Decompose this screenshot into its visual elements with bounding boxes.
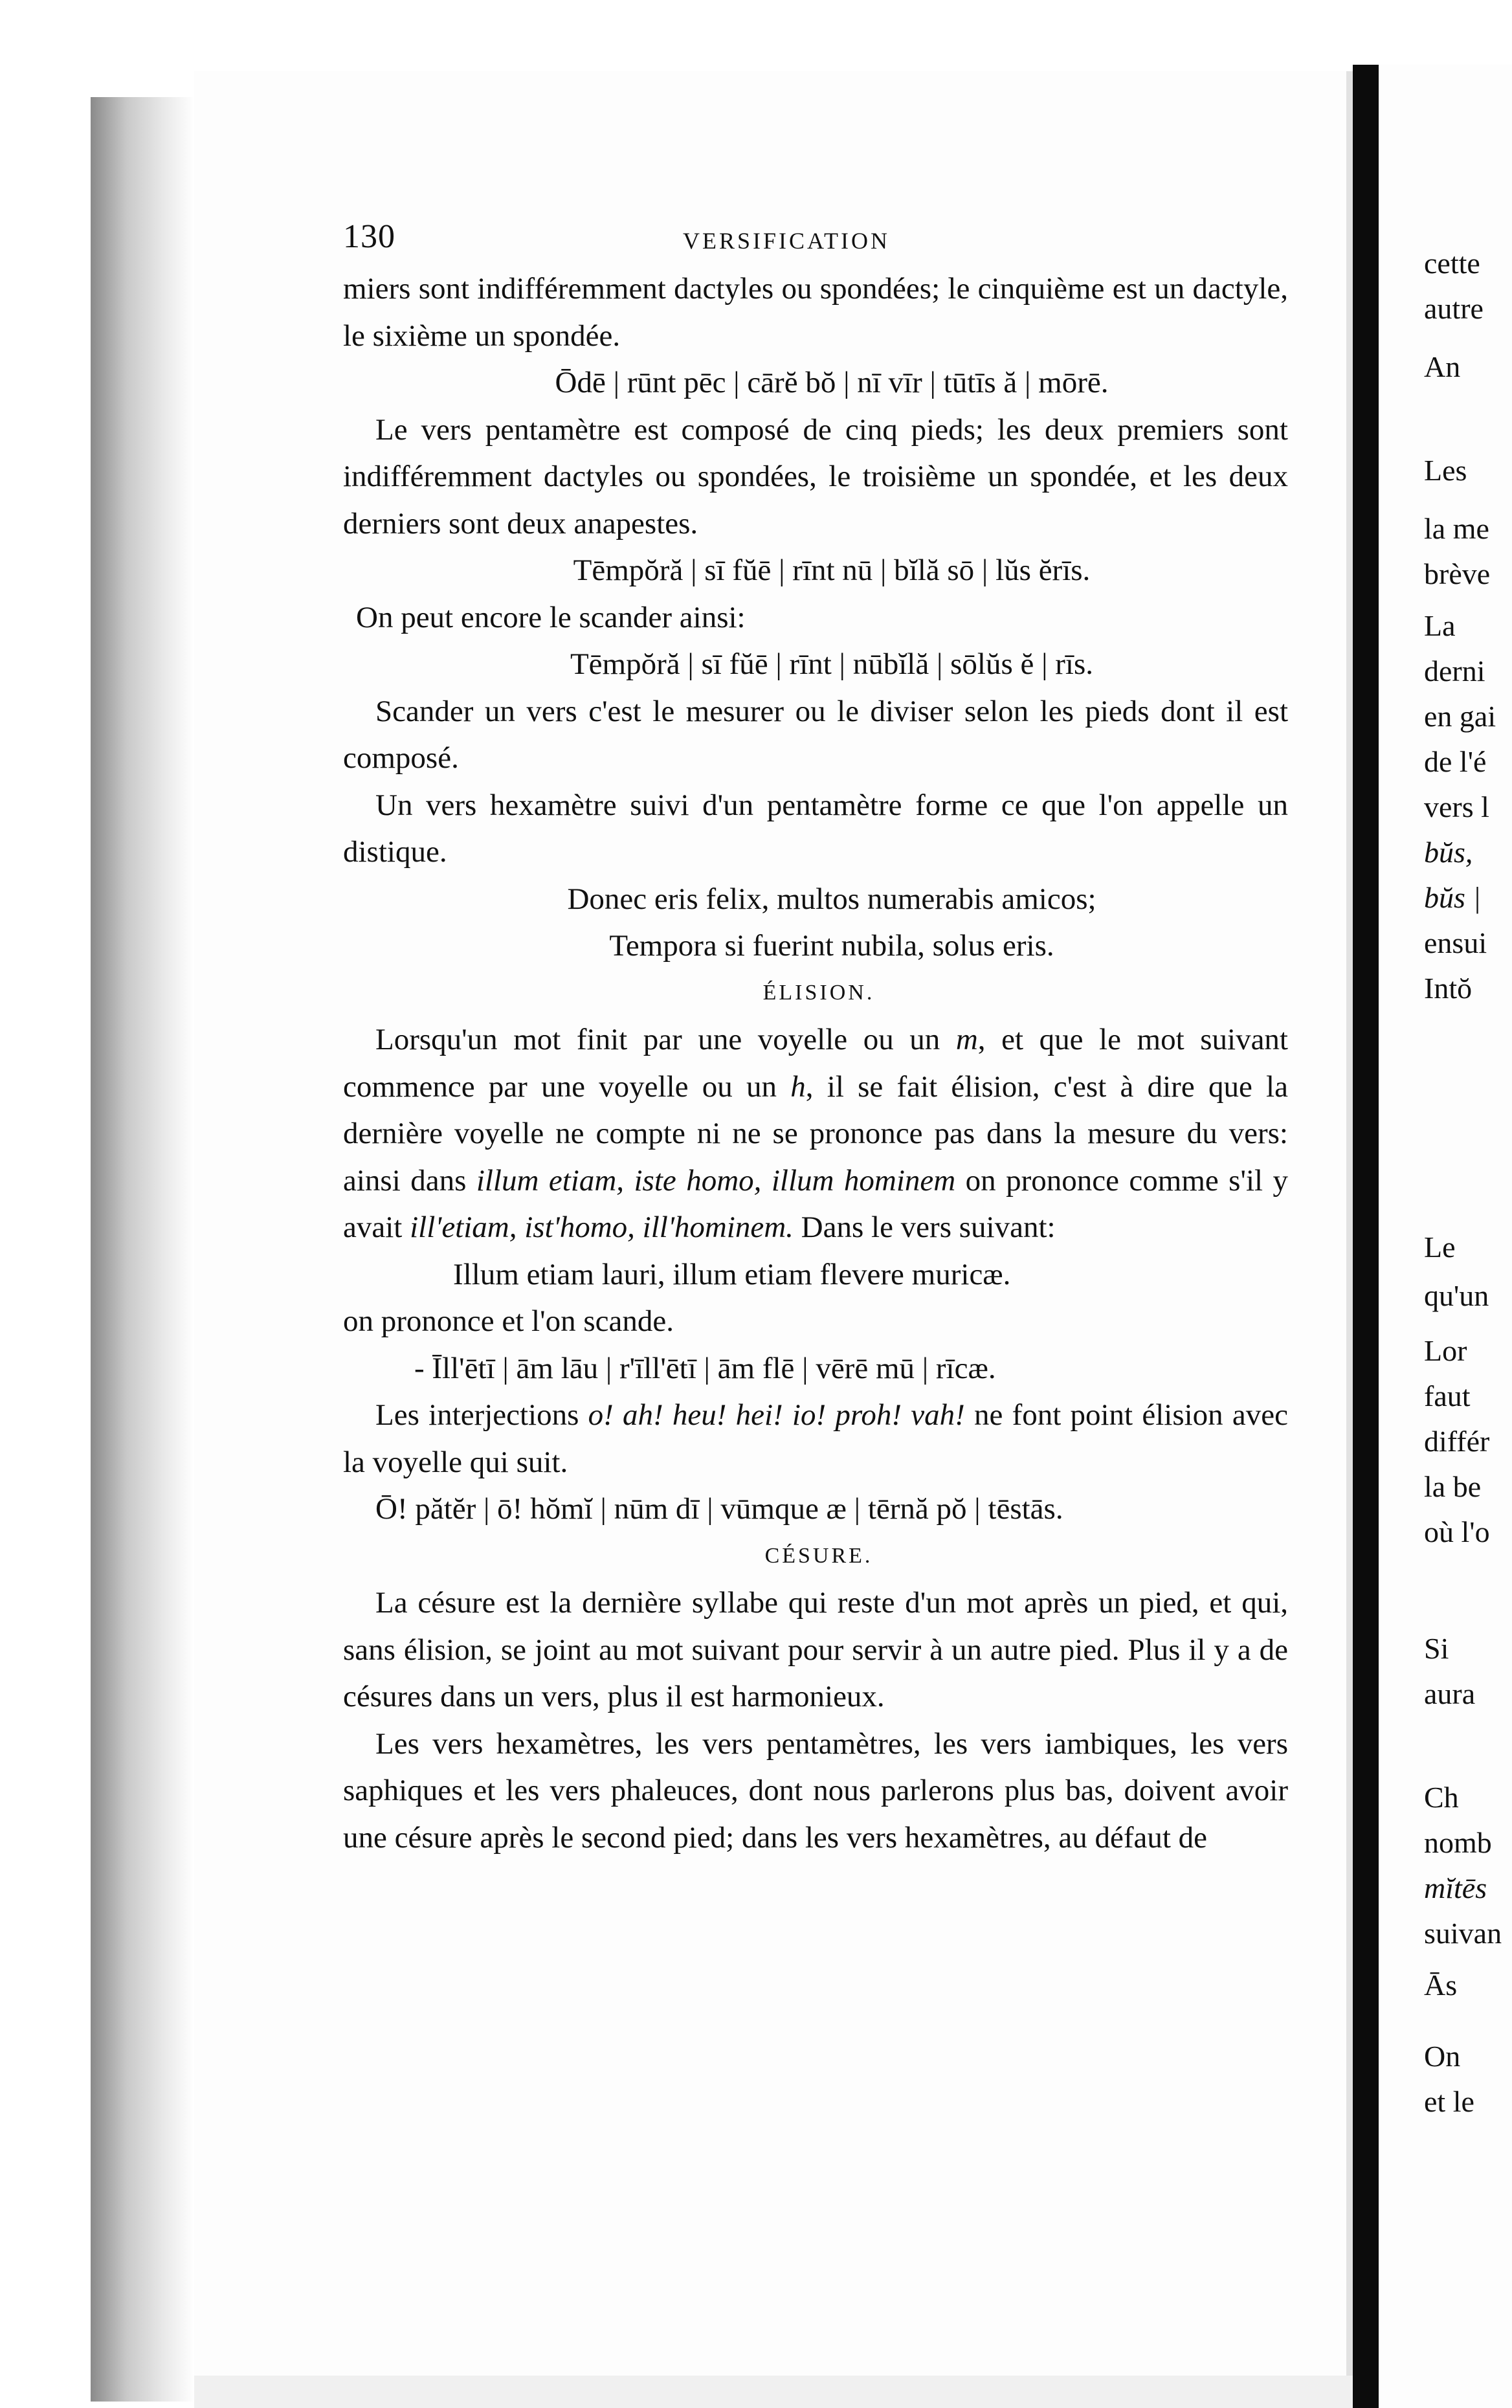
adjacent-text: différ	[1424, 1425, 1490, 1458]
paragraph: on prononce et l'on scande.	[343, 1304, 674, 1338]
italic-examples: ill'etiam, ist'homo, ill'hominem.	[410, 1210, 794, 1244]
running-head: VERSIFICATION	[683, 228, 891, 254]
adjacent-text: qu'un	[1424, 1279, 1489, 1312]
adjacent-text: Ch	[1424, 1781, 1459, 1814]
section-title-elision: ÉLISION.	[762, 980, 875, 1005]
adjacent-text: suivan	[1424, 1917, 1502, 1950]
adjacent-text: On	[1424, 2040, 1461, 2073]
adjacent-text: aura	[1424, 1677, 1476, 1710]
adjacent-text: où l'o	[1424, 1515, 1490, 1548]
paragraph	[343, 1016, 1288, 1251]
verse-line: Tempora si fuerint nubila, solus eris.	[609, 929, 1054, 963]
adjacent-text: cette	[1424, 247, 1480, 280]
adjacent-text: Le	[1424, 1231, 1456, 1264]
page-number: 130	[343, 218, 395, 255]
adjacent-text: de l'é	[1424, 745, 1487, 778]
adjacent-text: et le	[1424, 2085, 1474, 2118]
italic-letter: m	[955, 1023, 978, 1056]
scansion-line: - Īll'ētī | ām lāu | r'īll'ētī | ām flē | vērē mū | rīcæ.	[414, 1351, 996, 1385]
verse-line: Illum etiam lauri, illum etiam flevere muricæ.	[453, 1257, 1011, 1291]
adjacent-text: Lor	[1424, 1334, 1467, 1367]
text-run: Les interjections	[375, 1398, 588, 1432]
adjacent-text: An	[1424, 350, 1461, 383]
adjacent-text: Ās	[1424, 1968, 1458, 2001]
paragraph: La césure est la dernière syllabe qui reste d'un mot après un pied, et qui, sans élision, se joint au mot suivant pour servir à un autre pied. Plus il y a de césures dans un vers, plus il est harmonieux.	[343, 1586, 1288, 1713]
text-run: Dans le vers suivant:	[793, 1210, 1056, 1244]
text-run: Lorsqu'un mot finit par une voyelle ou un	[375, 1023, 956, 1056]
section-title-cesure: CÉSURE.	[764, 1543, 873, 1568]
adjacent-text: la me	[1424, 512, 1489, 545]
page-bottom-edge	[194, 2376, 1353, 2408]
adjacent-text: vers l	[1424, 790, 1489, 823]
scan-binding-shadow	[91, 97, 194, 2402]
adjacent-text: bŭs,	[1424, 836, 1473, 869]
verse-line: Donec eris felix, multos numerabis amicos;	[567, 882, 1096, 916]
paragraph: On peut encore le scander ainsi:	[356, 600, 746, 634]
paragraph: Un vers hexamètre suivi d'un pentamètre forme ce que l'on appelle un distique.	[343, 788, 1288, 869]
text-run: on prononce comme s'il y avait	[343, 1163, 1289, 1244]
page-content	[343, 214, 1288, 1861]
italic-examples: illum etiam, iste homo, illum hominem	[476, 1163, 956, 1198]
paragraph: miers sont indifféremment dactyles ou spondées; le cinquième est un dactyle, le sixième un spondée.	[343, 272, 1288, 353]
adjacent-page-fragment	[1379, 65, 1512, 2408]
page-gutter	[1353, 65, 1379, 2408]
italic-interjections: o! ah! heu! hei! io! proh! vah!	[588, 1398, 965, 1432]
paragraph: Scander un vers c'est le mesurer ou le diviser selon les pieds dont il est composé.	[343, 694, 1288, 775]
adjacent-text: brève	[1424, 557, 1491, 590]
text-run: , il se fait élision, c'est à dire que la dernière voyelle ne compte ni ne se prononce pas dans la mesure du vers: ainsi dans	[343, 1069, 1288, 1198]
adjacent-text: faut	[1424, 1379, 1471, 1412]
paragraph: Le vers pentamètre est composé de cinq pieds; les deux premiers sont indifféremment dactyles ou spondées, le troisième un spondée, et les deux derniers sont deux anapestes.	[343, 412, 1288, 541]
adjacent-text: autre	[1424, 292, 1484, 325]
scansion-line: Tēmpŏră | sī fŭē | rīnt nū | bĭlă sō | lŭs ĕrīs.	[573, 553, 1091, 587]
paragraph	[343, 1392, 1288, 1486]
adjacent-text: Si	[1424, 1632, 1449, 1665]
adjacent-text: La	[1424, 609, 1456, 642]
scansion-line: Ō! pătĕr | ō! hŏmĭ | nūm dī | vūmque æ | tērnă pŏ | tēstās.	[375, 1492, 1063, 1526]
adjacent-text: bŭs |	[1424, 881, 1482, 914]
adjacent-text: nomb	[1424, 1826, 1492, 1859]
adjacent-text: la be	[1424, 1470, 1482, 1503]
adjacent-text: ensui	[1424, 926, 1487, 959]
text-run: , et que le mot suivant commence par une voyelle ou un	[343, 1023, 1288, 1104]
paragraph: Les vers hexamètres, les vers pentamètres, les vers iambiques, les vers saphiques et les vers phaleuces, dont nous parlerons plus bas, doivent avoir une césure après le second pied; dans les vers hexamètres, au défaut de	[343, 1726, 1288, 1855]
adjacent-text: derni	[1424, 654, 1485, 687]
adjacent-text: Intŏ	[1424, 972, 1473, 1005]
italic-letter: h	[790, 1069, 806, 1104]
adjacent-text: mĭtēs	[1424, 1871, 1487, 1904]
scansion-line: Ōdē | rūnt pēc | cārĕ bŏ | nī vīr | tūtīs ă | mōrē.	[555, 366, 1109, 399]
page-header	[343, 214, 1288, 265]
scansion-line: Tēmpŏră | sī fŭē | rīnt | nūbĭlă | sōlŭs ĕ | rīs.	[570, 647, 1094, 681]
adjacent-text: en gai	[1424, 700, 1496, 733]
text-run: ne font point élision avec la voyelle qui suit.	[343, 1398, 1288, 1479]
adjacent-text: Les	[1424, 454, 1467, 487]
